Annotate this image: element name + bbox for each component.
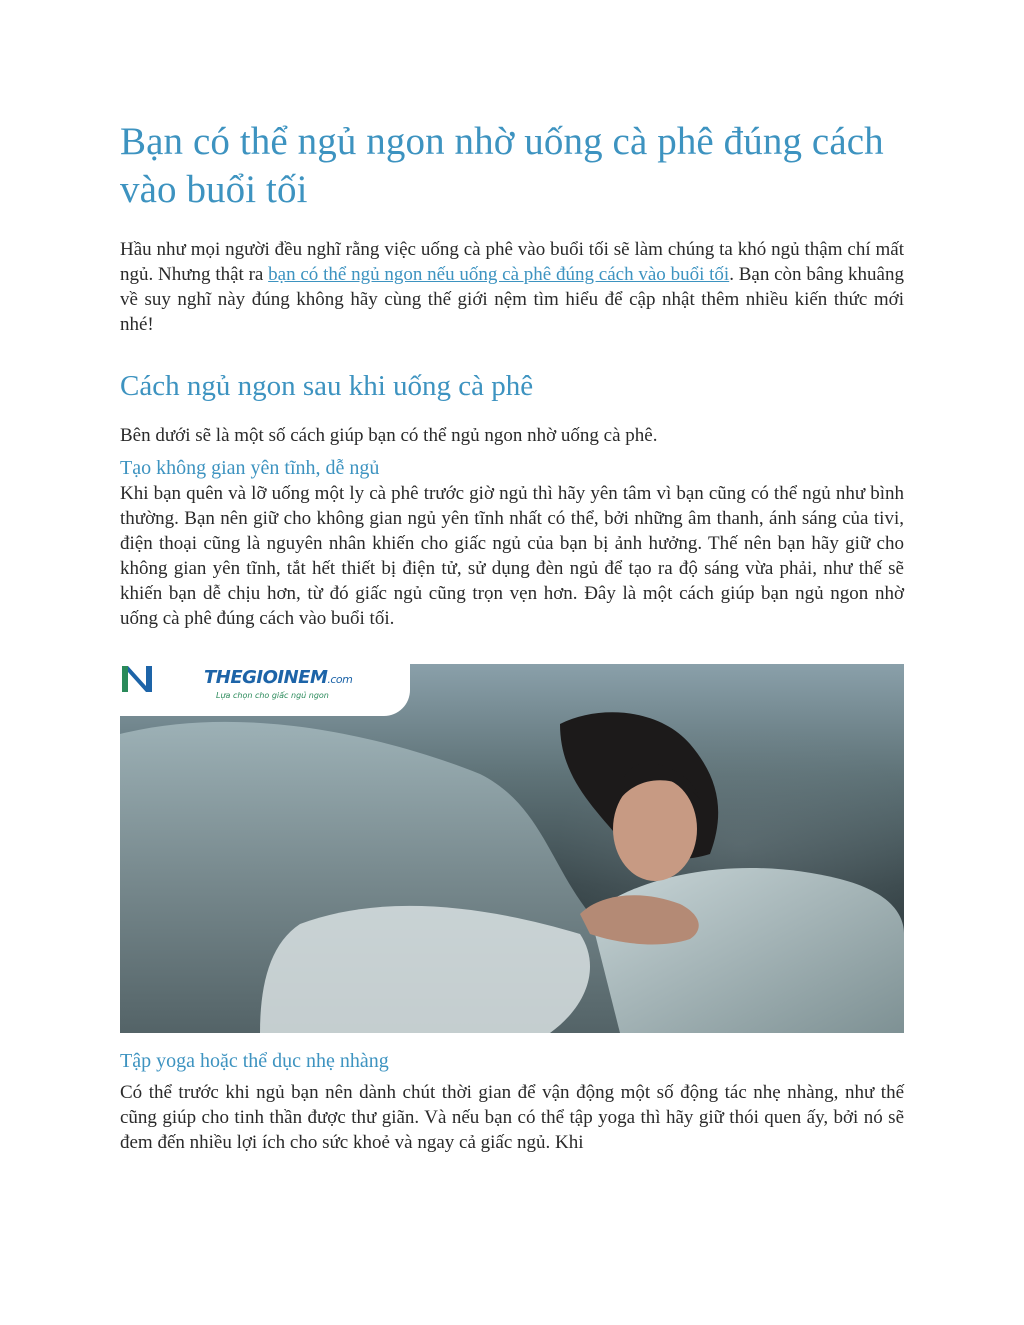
intro-paragraph — [120, 237, 904, 337]
intro-text-end: . Bạn còn bâng khuâng về suy nghĩ này đúng không hãy cùng thế giới nệm tìm hiểu để cập nhật thêm nhiều kiến thức mới nhé! — [120, 264, 904, 335]
sleeping-woman-photo — [120, 664, 904, 1033]
section-yoga — [120, 1048, 904, 1155]
logo-n-icon — [120, 664, 154, 694]
page-title: Bạn có thể ngủ ngon nhờ uống cà phê đúng cách vào buổi tối — [120, 120, 884, 211]
brand-name-main: THEGIOINEM — [204, 667, 328, 688]
document-page — [120, 118, 904, 631]
photo-illustration — [120, 664, 904, 1033]
brand-logo — [120, 664, 410, 716]
paragraph-quiet-space: Khi bạn quên và lỡ uống một ly cà phê trước giờ ngủ thì hãy yên tâm vì bạn cũng có thể ngủ như bình thường. Bạn nên giữ cho không gian ngủ yên tĩnh nhất có thể, bởi những âm thanh, ánh sáng của tivi, điện thoại cũng là nguyên nhân khiến cho giấc ngủ của bạn bị ảnh hưởng. Thế nên bạn hãy giữ cho không gian yên tĩnh, tắt hết thiết bị điện tử, sử dụng đèn ngủ để tạo ra độ sáng vừa phải, như thế sẽ khiến bạn dễ chịu hơn, từ đó giấc ngủ cũng trọn vẹn hơn. Đây là một cách giúp bạn ngủ ngon nhờ uống cà phê đúng cách vào buổi tối. — [120, 483, 904, 629]
intro-text-start: Hầu như mọi người đều nghĩ rằng việc uống cà phê vào buổi tối sẽ làm chúng ta khó ngủ thậm chí mất ngủ. Nhưng thật ra — [120, 239, 904, 285]
subheading-quiet-space: Tạo không gian yên tĩnh, dễ ngủ — [120, 457, 380, 479]
section-heading: Cách ngủ ngon sau khi uống cà phê — [120, 370, 534, 402]
brand-tagline: Lựa chọn cho giấc ngủ ngon — [216, 691, 329, 700]
brand-domain: .com — [327, 673, 353, 686]
brand-name — [204, 667, 352, 688]
intro-link[interactable]: bạn có thể ngủ ngon nếu uống cà phê đúng cách vào buổi tối — [268, 264, 730, 285]
paragraph-yoga: Có thể trước khi ngủ bạn nên dành chút thời gian để vận động một số động tác nhẹ nhàng, như thế cũng giúp cho tinh thần được thư giãn. Và nếu bạn có thể tập yoga thì hãy giữ thói quen ấy, bởi nó sẽ đem đến nhiều lợi ích cho sức khoẻ và ngay cả giấc ngủ. Khi — [120, 1082, 904, 1153]
subheading-yoga: Tập yoga hoặc thể dục nhẹ nhàng — [120, 1050, 389, 1072]
section-lead: Bên dưới sẽ là một số cách giúp bạn có thể ngủ ngon nhờ uống cà phê. — [120, 425, 658, 446]
